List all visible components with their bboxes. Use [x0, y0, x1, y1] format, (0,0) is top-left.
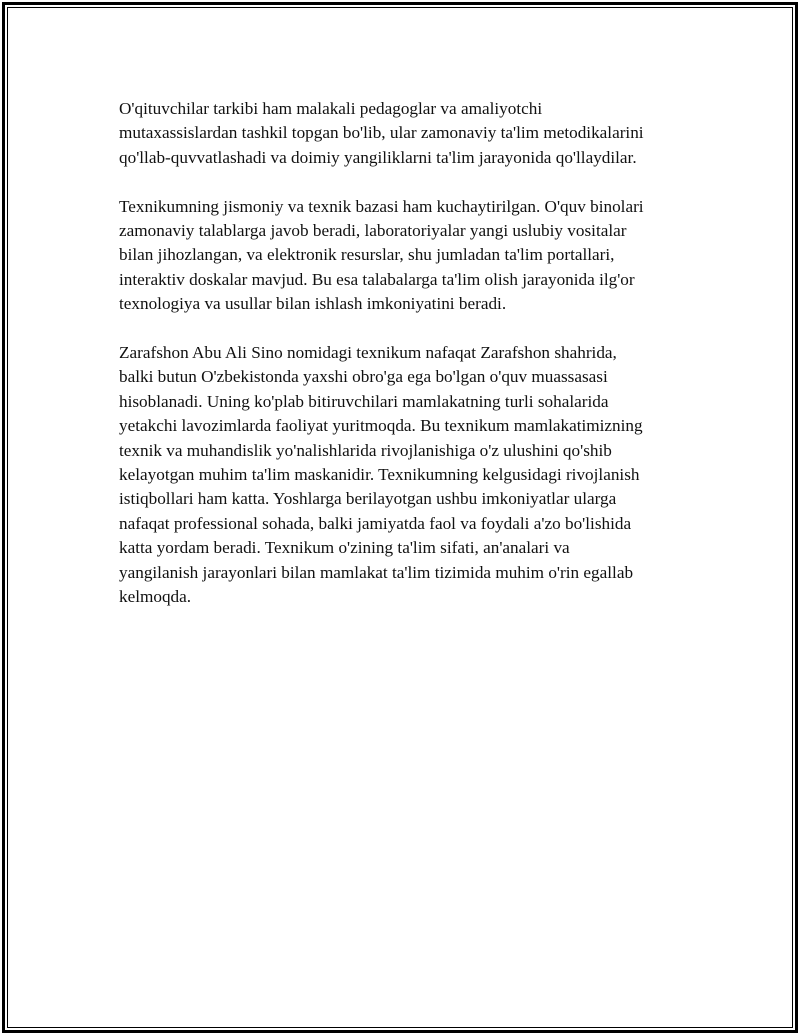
paragraph-reputation: Zarafshon Abu Ali Sino nomidagi texnikum nafaqat Zarafshon shahrida, balki butun O'zbekistonda yaxshi obro'ga ega bo'lgan o'quv muassasasi hisoblanadi. Uning ko'plab bitiruvchilari mamlakatning turli sohalarida yetakchi lavozimlarda faoliyat yuritmoqda. Bu texnikum mamlakatimizning texnik va muhandislik yo'nalishlarida rivojlanishiga o'z ulushini qo'shib kelayotgan muhim ta'lim maskanidir. Texnikumning kelgusidagi rivojlanish istiqbollari ham katta. Yoshlarga berilayotgan ushbu imkoniyatlar ularga nafaqat professional sohada, balki jamiyatda faol va foydali a'zo bo'lishida katta yordam beradi. Texnikum o'zining ta'lim sifati, an'analari va yangilanish jarayonlari bilan mamlakat ta'lim tizimida muhim o'rin egallab kelmoqda.: [119, 343, 643, 607]
document-body: [119, 97, 689, 634]
paragraph-teachers: O'qituvchilar tarkibi ham malakali pedagoglar va amaliyotchi mutaxassislardan tashkil topgan bo'lib, ular zamonaviy ta'lim metodikalarini qo'llab-quvvatlashadi va doimiy yangiliklarni ta'lim jarayonida qo'llaydilar.: [119, 99, 644, 167]
page-border: [2, 2, 798, 1033]
paragraph-facilities: Texnikumning jismoniy va texnik bazasi ham kuchaytirilgan. O'quv binolari zamonaviy talablarga javob beradi, laboratoriyalar yangi uslubiy vositalar bilan jihozlangan, va elektronik resurslar, shu jumladan ta'lim portallari, interaktiv doskalar mavjud. Bu esa talabalarga ta'lim olish jarayonida ilg'or texnologiya va usullar bilan ishlash imkoniyatini beradi.: [119, 196, 644, 314]
